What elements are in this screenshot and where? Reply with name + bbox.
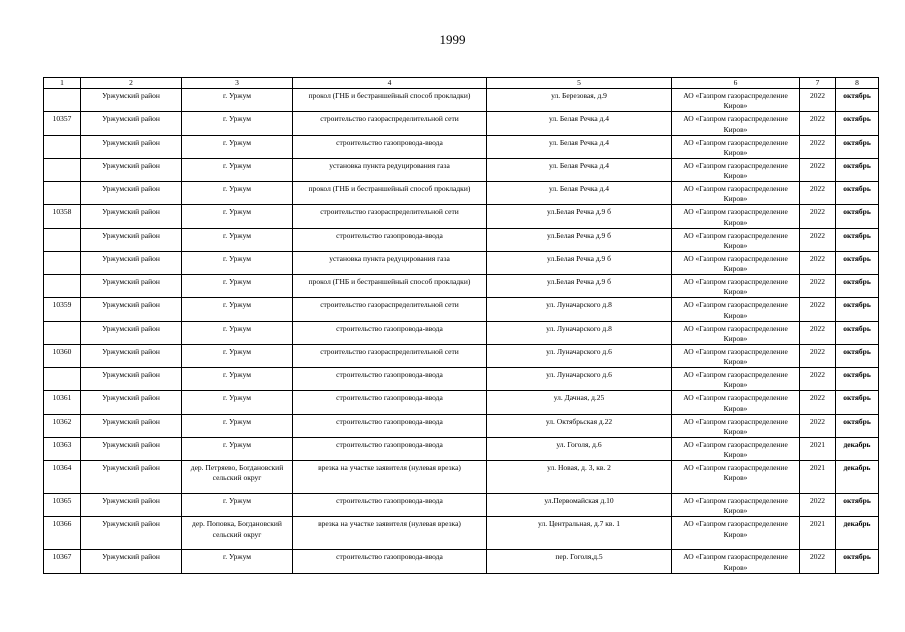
page-number: 1999 bbox=[439, 32, 466, 47]
table-row bbox=[44, 298, 879, 321]
district-cell: Уржумский район bbox=[81, 182, 182, 205]
column-number: 7 bbox=[800, 78, 836, 89]
settlement-cell: г. Уржум bbox=[182, 391, 293, 414]
month-cell: октябрь bbox=[836, 135, 879, 158]
address-cell: ул. Белая Речка д.4 bbox=[487, 158, 672, 181]
work-type-cell: строительство газораспределительной сети bbox=[293, 298, 487, 321]
year-cell: 2021 bbox=[800, 437, 836, 460]
settlement-cell: г. Уржум bbox=[182, 437, 293, 460]
address-cell: ул.Первомайская д.10 bbox=[487, 494, 672, 517]
year-cell: 2022 bbox=[800, 368, 836, 391]
district-cell: Уржумский район bbox=[81, 494, 182, 517]
organization-cell: АО «Газпром газораспределение Киров» bbox=[672, 391, 800, 414]
district-cell: Уржумский район bbox=[81, 135, 182, 158]
work-type-cell: строительство газораспределительной сети bbox=[293, 344, 487, 367]
month-cell: декабрь bbox=[836, 437, 879, 460]
district-cell: Уржумский район bbox=[81, 414, 182, 437]
settlement-cell: г. Уржум bbox=[182, 228, 293, 251]
organization-cell: АО «Газпром газораспределение Киров» bbox=[672, 89, 800, 112]
month-cell: октябрь bbox=[836, 158, 879, 181]
table-row bbox=[44, 517, 879, 550]
month-cell: октябрь bbox=[836, 344, 879, 367]
address-cell: ул. Березовая, д.9 bbox=[487, 89, 672, 112]
work-type-cell: строительство газопровода-ввода bbox=[293, 228, 487, 251]
settlement-cell: г. Уржум bbox=[182, 344, 293, 367]
record-number bbox=[44, 135, 81, 158]
record-number: 10364 bbox=[44, 461, 81, 494]
record-number: 10359 bbox=[44, 298, 81, 321]
table-row bbox=[44, 228, 879, 251]
month-cell: октябрь bbox=[836, 205, 879, 228]
district-cell: Уржумский район bbox=[81, 228, 182, 251]
record-number bbox=[44, 275, 81, 298]
record-number bbox=[44, 251, 81, 274]
column-number: 5 bbox=[487, 78, 672, 89]
work-type-cell: строительство газопровода-ввода bbox=[293, 368, 487, 391]
address-cell: ул.Белая Речка д.9 б bbox=[487, 228, 672, 251]
table-row bbox=[44, 182, 879, 205]
record-number bbox=[44, 321, 81, 344]
table-row bbox=[44, 135, 879, 158]
table-row bbox=[44, 494, 879, 517]
address-cell: ул. Луначарского д.8 bbox=[487, 321, 672, 344]
settlement-cell: г. Уржум bbox=[182, 112, 293, 135]
organization-cell: АО «Газпром газораспределение Киров» bbox=[672, 182, 800, 205]
table-row bbox=[44, 437, 879, 460]
column-number: 8 bbox=[836, 78, 879, 89]
district-cell: Уржумский район bbox=[81, 321, 182, 344]
record-number: 10360 bbox=[44, 344, 81, 367]
settlement-cell: г. Уржум bbox=[182, 275, 293, 298]
table-row bbox=[44, 461, 879, 494]
table-row bbox=[44, 112, 879, 135]
district-cell: Уржумский район bbox=[81, 275, 182, 298]
work-type-cell: строительство газопровода-ввода bbox=[293, 391, 487, 414]
work-type-cell: строительство газопровода-ввода bbox=[293, 437, 487, 460]
district-cell: Уржумский район bbox=[81, 368, 182, 391]
year-cell: 2021 bbox=[800, 517, 836, 550]
address-cell: ул. Белая Речка д.4 bbox=[487, 182, 672, 205]
settlement-cell: г. Уржум bbox=[182, 89, 293, 112]
work-type-cell: строительство газопровода-ввода bbox=[293, 550, 487, 573]
district-cell: Уржумский район bbox=[81, 344, 182, 367]
table-row bbox=[44, 414, 879, 437]
organization-cell: АО «Газпром газораспределение Киров» bbox=[672, 437, 800, 460]
organization-cell: АО «Газпром газораспределение Киров» bbox=[672, 112, 800, 135]
organization-cell: АО «Газпром газораспределение Киров» bbox=[672, 494, 800, 517]
year-cell: 2022 bbox=[800, 89, 836, 112]
organization-cell: АО «Газпром газораспределение Киров» bbox=[672, 158, 800, 181]
record-number: 10367 bbox=[44, 550, 81, 573]
year-cell: 2022 bbox=[800, 228, 836, 251]
table-row bbox=[44, 158, 879, 181]
address-cell: ул.Белая Речка д.9 б bbox=[487, 275, 672, 298]
address-cell: ул. Луначарского д.6 bbox=[487, 344, 672, 367]
work-type-cell: прокол (ГНБ и бестраншейный способ прокладки) bbox=[293, 182, 487, 205]
settlement-cell: г. Уржум bbox=[182, 205, 293, 228]
record-number bbox=[44, 158, 81, 181]
column-number-row bbox=[44, 78, 879, 89]
district-cell: Уржумский район bbox=[81, 437, 182, 460]
settlement-cell: г. Уржум bbox=[182, 298, 293, 321]
month-cell: октябрь bbox=[836, 414, 879, 437]
record-number: 10365 bbox=[44, 494, 81, 517]
month-cell: декабрь bbox=[836, 517, 879, 550]
table-row bbox=[44, 344, 879, 367]
table-row bbox=[44, 251, 879, 274]
organization-cell: АО «Газпром газораспределение Киров» bbox=[672, 135, 800, 158]
year-cell: 2022 bbox=[800, 205, 836, 228]
settlement-cell: г. Уржум bbox=[182, 251, 293, 274]
record-number bbox=[44, 89, 81, 112]
organization-cell: АО «Газпром газораспределение Киров» bbox=[672, 344, 800, 367]
record-number bbox=[44, 368, 81, 391]
address-cell: ул.Белая Речка д.9 б bbox=[487, 251, 672, 274]
settlement-cell: г. Уржум bbox=[182, 494, 293, 517]
work-type-cell: строительство газопровода-ввода bbox=[293, 494, 487, 517]
year-cell: 2022 bbox=[800, 112, 836, 135]
settlement-cell: г. Уржум bbox=[182, 158, 293, 181]
organization-cell: АО «Газпром газораспределение Киров» bbox=[672, 461, 800, 494]
address-cell: ул. Октябрьская д.22 bbox=[487, 414, 672, 437]
table-row bbox=[44, 321, 879, 344]
work-type-cell: строительство газораспределительной сети bbox=[293, 112, 487, 135]
month-cell: октябрь bbox=[836, 228, 879, 251]
column-number: 6 bbox=[672, 78, 800, 89]
year-cell: 2022 bbox=[800, 344, 836, 367]
organization-cell: АО «Газпром газораспределение Киров» bbox=[672, 517, 800, 550]
record-number: 10358 bbox=[44, 205, 81, 228]
month-cell: октябрь bbox=[836, 182, 879, 205]
settlement-cell: г. Уржум bbox=[182, 135, 293, 158]
organization-cell: АО «Газпром газораспределение Киров» bbox=[672, 275, 800, 298]
year-cell: 2022 bbox=[800, 182, 836, 205]
table-row bbox=[44, 368, 879, 391]
year-cell: 2021 bbox=[800, 461, 836, 494]
year-cell: 2022 bbox=[800, 494, 836, 517]
address-cell: ул. Новая, д. 3, кв. 2 bbox=[487, 461, 672, 494]
work-type-cell: установка пункта редуцирования газа bbox=[293, 158, 487, 181]
record-number: 10363 bbox=[44, 437, 81, 460]
district-cell: Уржумский район bbox=[81, 461, 182, 494]
organization-cell: АО «Газпром газораспределение Киров» bbox=[672, 368, 800, 391]
district-cell: Уржумский район bbox=[81, 89, 182, 112]
record-number: 10357 bbox=[44, 112, 81, 135]
organization-cell: АО «Газпром газораспределение Киров» bbox=[672, 205, 800, 228]
work-type-cell: строительство газораспределительной сети bbox=[293, 205, 487, 228]
month-cell: октябрь bbox=[836, 391, 879, 414]
work-type-cell: прокол (ГНБ и бестраншейный способ прокладки) bbox=[293, 89, 487, 112]
address-cell: пер. Гоголя,д.5 bbox=[487, 550, 672, 573]
record-number bbox=[44, 182, 81, 205]
month-cell: октябрь bbox=[836, 251, 879, 274]
year-cell: 2022 bbox=[800, 550, 836, 573]
settlement-cell: г. Уржум bbox=[182, 550, 293, 573]
organization-cell: АО «Газпром газораспределение Киров» bbox=[672, 321, 800, 344]
district-cell: Уржумский район bbox=[81, 158, 182, 181]
address-cell: ул. Луначарского д.6 bbox=[487, 368, 672, 391]
address-cell: ул. Дачная, д.25 bbox=[487, 391, 672, 414]
address-cell: ул.Белая Речка д.9 б bbox=[487, 205, 672, 228]
year-cell: 2022 bbox=[800, 391, 836, 414]
organization-cell: АО «Газпром газораспределение Киров» bbox=[672, 550, 800, 573]
table-row bbox=[44, 205, 879, 228]
address-cell: ул. Луначарского д.8 bbox=[487, 298, 672, 321]
month-cell: октябрь bbox=[836, 89, 879, 112]
district-cell: Уржумский район bbox=[81, 517, 182, 550]
month-cell: октябрь bbox=[836, 368, 879, 391]
gasification-register-table bbox=[43, 77, 879, 574]
work-type-cell: прокол (ГНБ и бестраншейный способ прокладки) bbox=[293, 275, 487, 298]
address-cell: ул. Гоголя, д.6 bbox=[487, 437, 672, 460]
month-cell: октябрь bbox=[836, 321, 879, 344]
year-cell: 2022 bbox=[800, 321, 836, 344]
month-cell: октябрь bbox=[836, 494, 879, 517]
column-number: 2 bbox=[81, 78, 182, 89]
work-type-cell: врезка на участке заявителя (нулевая врезка) bbox=[293, 517, 487, 550]
record-number: 10366 bbox=[44, 517, 81, 550]
table-row bbox=[44, 89, 879, 112]
address-cell: ул. Центральная, д.7 кв. 1 bbox=[487, 517, 672, 550]
year-cell: 2022 bbox=[800, 275, 836, 298]
month-cell: октябрь bbox=[836, 550, 879, 573]
register-body bbox=[44, 89, 879, 574]
month-cell: декабрь bbox=[836, 461, 879, 494]
column-number: 1 bbox=[44, 78, 81, 89]
organization-cell: АО «Газпром газораспределение Киров» bbox=[672, 414, 800, 437]
settlement-cell: дер. Поповка, Богдановский сельский округ bbox=[182, 517, 293, 550]
table-row bbox=[44, 550, 879, 573]
month-cell: октябрь bbox=[836, 112, 879, 135]
work-type-cell: строительство газопровода-ввода bbox=[293, 135, 487, 158]
address-cell: ул. Белая Речка д.4 bbox=[487, 135, 672, 158]
district-cell: Уржумский район bbox=[81, 251, 182, 274]
table-row bbox=[44, 391, 879, 414]
year-cell: 2022 bbox=[800, 158, 836, 181]
district-cell: Уржумский район bbox=[81, 298, 182, 321]
organization-cell: АО «Газпром газораспределение Киров» bbox=[672, 251, 800, 274]
organization-cell: АО «Газпром газораспределение Киров» bbox=[672, 298, 800, 321]
record-number bbox=[44, 228, 81, 251]
year-cell: 2022 bbox=[800, 251, 836, 274]
year-cell: 2022 bbox=[800, 298, 836, 321]
month-cell: октябрь bbox=[836, 275, 879, 298]
district-cell: Уржумский район bbox=[81, 550, 182, 573]
work-type-cell: строительство газопровода-ввода bbox=[293, 414, 487, 437]
organization-cell: АО «Газпром газораспределение Киров» bbox=[672, 228, 800, 251]
work-type-cell: врезка на участке заявителя (нулевая врезка) bbox=[293, 461, 487, 494]
address-cell: ул. Белая Речка д.4 bbox=[487, 112, 672, 135]
settlement-cell: г. Уржум bbox=[182, 368, 293, 391]
district-cell: Уржумский район bbox=[81, 205, 182, 228]
table-row bbox=[44, 275, 879, 298]
settlement-cell: г. Уржум bbox=[182, 414, 293, 437]
year-cell: 2022 bbox=[800, 414, 836, 437]
settlement-cell: г. Уржум bbox=[182, 182, 293, 205]
work-type-cell: строительство газопровода-ввода bbox=[293, 321, 487, 344]
column-number: 4 bbox=[293, 78, 487, 89]
settlement-cell: г. Уржум bbox=[182, 321, 293, 344]
record-number: 10362 bbox=[44, 414, 81, 437]
district-cell: Уржумский район bbox=[81, 112, 182, 135]
district-cell: Уржумский район bbox=[81, 391, 182, 414]
work-type-cell: установка пункта редуцирования газа bbox=[293, 251, 487, 274]
record-number: 10361 bbox=[44, 391, 81, 414]
year-cell: 2022 bbox=[800, 135, 836, 158]
month-cell: октябрь bbox=[836, 298, 879, 321]
settlement-cell: дер. Петряево, Богдановский сельский округ bbox=[182, 461, 293, 494]
column-number: 3 bbox=[182, 78, 293, 89]
